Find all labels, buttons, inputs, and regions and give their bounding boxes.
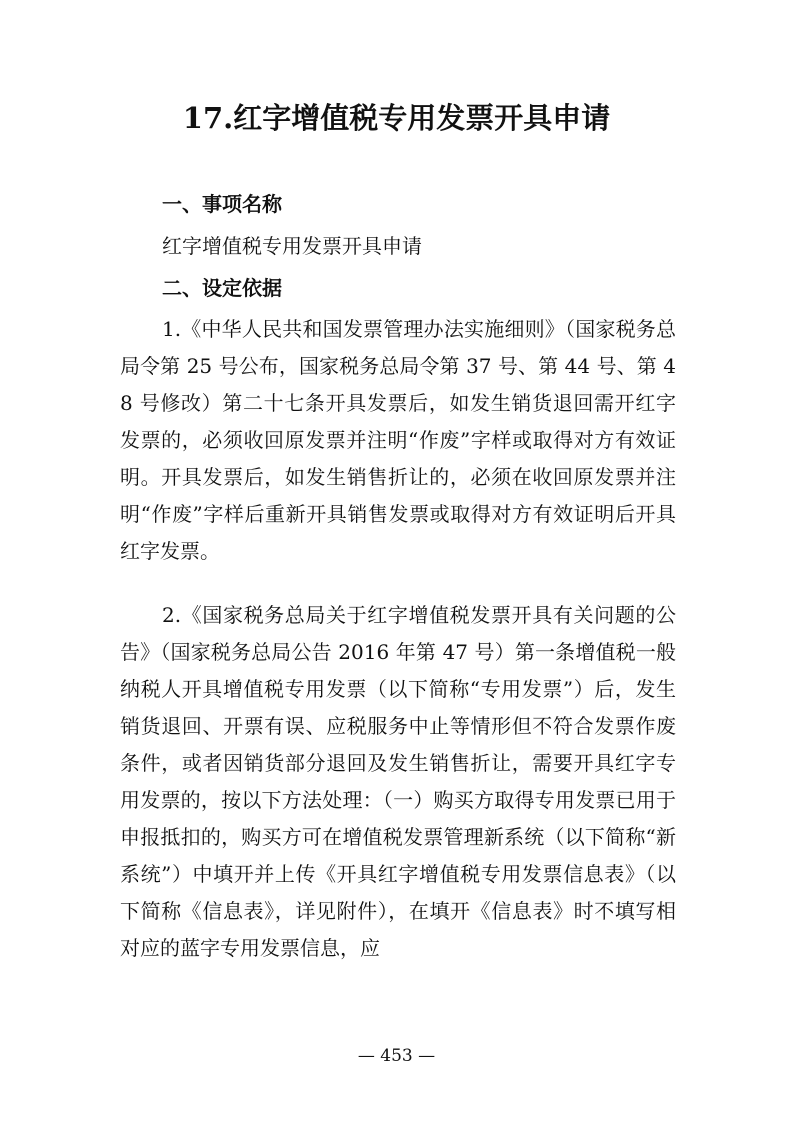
page-title: 17.红字增值税专用发票开具申请 <box>182 101 611 135</box>
basis-paragraph-2: 2.《国家税务总局关于红字增值税发票开具有关问题的公告》（国家税务总局公告 2016 年第 47 号）第一条增值税一般纳税人开具增值税专用发票（以下简称“专用发票”）后，发生销货退回、开票有误、应税服务中止等情形但不符合发票作废条件，或者因销货部分退回及发生销售折让，需要开具红字专用发票的，按以下方法处理：（一）购买方取得专用发票已用于申报抵扣的，购买方可在增值税发票管理新系统（以下简称“新系统”）中填开并上传《开具红字增值税专用发票信息表》（以下简称《信息表》，详见附件），在填开《信息表》时不填写相对应的蓝字专用发票信息，应 <box>120 603 676 960</box>
section1-text: 红字增值税专用发票开具申请 <box>162 234 422 258</box>
section2-heading: 二、设定依据 <box>162 276 282 300</box>
page-number: — 453 — <box>357 1046 436 1066</box>
section1-heading: 一、事项名称 <box>162 192 282 216</box>
basis-paragraph-1: 1.《中华人民共和国发票管理办法实施细则》（国家税务总局令第 25 号公布，国家税务总局令第 37 号、第 44 号、第 48 号修改）第二十七条开具发票后，如发生销货退回需开红字发票的，必须收回原发票并注明“作废”字样或取得对方有效证明。开具发票后，如发生销售折让的，必须在收回原发票并注明“作废”字样后重新开具销售发票或取得对方有效证明后开具红字发票。 <box>120 317 676 563</box>
